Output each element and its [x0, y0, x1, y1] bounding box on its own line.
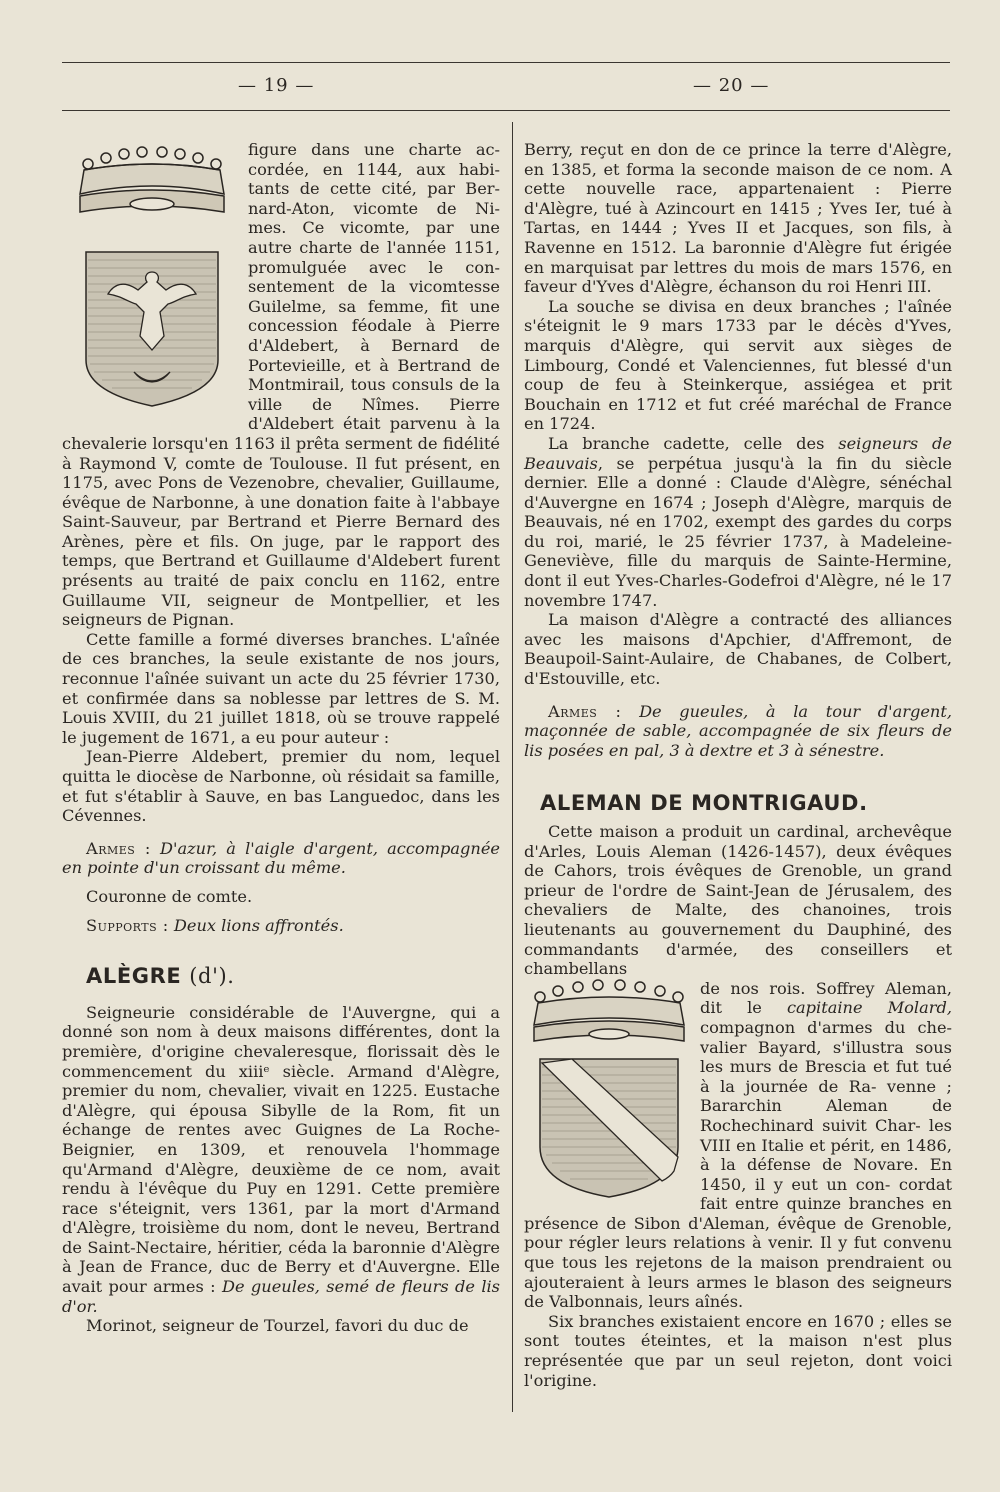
count-crown-eagle-shield-icon — [62, 140, 242, 412]
intro-continuation: d'Aldebert était parvenu à la chevalerie lorsqu'en 1163 il prêta serment de fidélité à Raymond V, comte de Toulouse. Il fut présent, en 1175, avec Pons de Vezenobre, chevalier, Guillaume, évêque de Narbonne, à une donation faite à l'abbaye Saint-Sauveur, par Bertrand et Pierre Bernard des Arènes, père et fils. On juge, par le rapport des temps, que Bertrand et Guillaume d'Aldebert furent présents au traité de paix conclu en 1162, entre Guillaume VII, seigneur de Montpellier, et les seigneurs de Pignan. — [62, 414, 500, 630]
intro-line: de Montmirail, tous consuls — [248, 355, 501, 395]
paragraph-aleman-1: Cette maison a produit un cardinal, archevêque d'Arles, Louis Aleman (1426-1457), deux évêques de Cahors, trois évêques de Grenoble, un grand prieur de l'ordre de Saint-Jean de Jérusalem, des chevaliers de Malte, des chanoines, trois lieutenants au gouvernement du Dauphiné, des commandants d'armée, des conseillers et chambellans — [524, 822, 952, 979]
supports-label: Supports : — [86, 915, 169, 935]
paragraph-berry: Berry, reçut en don de ce prince la terre d'Alègre, en 1385, et forma la seconde maison de ce nom. A cette nouvelle race, appartenaient : Pierre d'Alègre, tué à Azincourt en 1415 ; Yves Ier, tué à Tartas, en 1444 ; Yves II et Jacques, son fils, à Ravenne en 1512. La baronnie d'Alègre fut érigée en marquisat par lettres du mois de mars 1576, en faveur d'Yves d'Alègre, échanson du roi Henri III. — [524, 140, 952, 297]
wrap-line: cordat fait entre quinze — [700, 1174, 952, 1214]
wrap-line: de nos rois. Soffrey Aleman, — [700, 978, 952, 998]
wrap-line: En 1450, il y eut un con- — [700, 1155, 952, 1194]
armes-blazon: D'azur, à l'aigle d'argent, accompagnée en pointe d'un croissant du même. — [62, 838, 500, 878]
right-column — [524, 140, 952, 1390]
paragraph-alegre-2: Morinot, seigneur de Tourzel, favori du duc de — [86, 1316, 469, 1336]
page-number-right: — 20 — — [693, 75, 770, 96]
intro-line: mes. Ce vicomte, par une — [248, 218, 500, 238]
cadette-start: La branche cadette, celle des — [548, 433, 825, 453]
intro-line: tants de cette cité, par Ber- — [248, 179, 500, 199]
paragraph-famille: Cette famille a formé diverses branches. L'aînée de ces branches, la seule existante de nos jours, reconnue l'aînée suivant un acte du 25 février 1730, et confirmée dans sa noblesse par lettres de S. M. Louis XVIII, du 21 juillet 1818, où se trouve rappelé le jugement de 1671, a eu pour auteur : — [62, 629, 500, 747]
intro-line: d'Aldebert, à Bernard de — [248, 335, 500, 355]
paragraph-six-branches: Six branches existaient encore en 1670 ; elles se sont toutes éteintes, et la maison n'est plus représentée que par un seul rejeton, dont voici l'origine. — [524, 1311, 952, 1390]
armes-aldebert — [62, 839, 500, 878]
wrap-line: les VIII en Italie et périt, en — [700, 1115, 952, 1155]
paragraph-alegre-1 — [62, 1003, 500, 1317]
column-divider — [512, 122, 513, 1412]
cadette-em: seigneurs de Beauvais — [524, 433, 953, 473]
armes-label: Armes : — [86, 838, 151, 858]
wrap-line: dit le — [700, 998, 762, 1018]
alegre-first-arms: De gueules, semé de fleurs de lis d'or. — [62, 1277, 500, 1316]
supports-text: Deux lions affrontés. — [173, 915, 344, 935]
wrap-line: venne ; Bararchin Aleman — [700, 1076, 952, 1116]
intro-line: concession féodale à Pierre — [248, 316, 500, 336]
intro-line: sentement de la vicomtesse — [248, 277, 500, 297]
intro-line: Guilelme, sa femme, fit une — [248, 296, 500, 316]
supports-line — [62, 916, 500, 936]
intro-line: Portevieille, et à Bertrand — [248, 355, 472, 375]
alegre-text: Seigneurie considérable de l'Auvergne, qui a donné son nom à deux maisons différentes, dont la première, d'origine chevaleresque, florissait dès le commencement du xiiiᵉ siècle. Armand d'Alègre, premier du nom, chevalier, vivait en 1225. Eustache d'Alègre, qui épousa Sibylle de la Rom, fit un échange de rentes avec Guignes de La Roche-Beignier, en 1309, et renouvela l'hommage qu'Armand d'Alègre, deuxième de ce nom, avait rendu à l'évêque du Puy en 1291. Cette première race s'éteignit, vers 1361, par la mort d'Armand d'Alègre, troisième du nom, dont le neveu, Bertrand de Saint-Nectaire, héritier, céda la baronnie d'Alègre à Jean de France, duc de Berry et d'Auvergne. Elle avait pour armes : — [62, 1002, 500, 1297]
section-heading-alegre — [86, 964, 500, 989]
armes-label: Armes : — [548, 701, 622, 721]
intro-line: de la ville de Nîmes. Pierre — [248, 375, 500, 414]
wrap-line: branches en présence de — [524, 1194, 952, 1233]
intro-line: nard-Aton, vicomte de Ni- — [248, 198, 500, 218]
aldebert-coat-of-arms — [62, 140, 242, 412]
section-heading-aleman: ALEMAN DE MONTRIGAUD. — [540, 791, 868, 816]
wrap-line: 1486, à la défense de Novare. — [700, 1135, 952, 1175]
wrap-line: tué à la journée de Ra- — [700, 1057, 952, 1096]
intro-line: autre charte de l'année 1151, — [248, 237, 500, 257]
wrap-continuation: Sibon d'Aleman, évêque de Grenoble, pour régler leurs relations à venir. Il y fut convenu que tous les rejetons de la maison prendraient ou ajouteraient à leurs armes le blason des seigneurs de Valbonnais, leurs aînés. — [524, 1213, 952, 1312]
alegre-title-suffix: (d'). — [189, 964, 235, 989]
paragraph-jean-pierre: Jean-Pierre Aldebert, premier du nom, lequel quitta le diocèse de Narbonne, où résidait sa famille, et fut s'établir à Sauve, en bas Languedoc, dans les Cévennes. — [62, 747, 500, 826]
wrap-line: de Rochechinard suivit Char- — [700, 1096, 952, 1135]
paragraph-branche-cadette — [524, 434, 952, 610]
top-rule — [62, 62, 950, 63]
intro-line: promulguée avec le con- — [248, 257, 500, 277]
wrap-line-em: capitaine Molard, — [786, 998, 952, 1018]
count-crown-bend-shield-icon — [524, 979, 694, 1201]
paragraph-souche: La souche se divisa en deux branches ; l'aînée s'éteignit le 9 mars 1733 par le décès d'Yves, marquis d'Alègre, qui servit aux sièges de Limbourg, Condé et Valenciennes, fut blessé d'un coup de feu à Steinkerque, assiégea et prit Bouchain en 1712 et fut créé maréchal de France en 1724. — [524, 296, 952, 434]
aleman-coat-of-arms — [524, 979, 694, 1201]
wrap-line: les murs de Brescia et fut — [700, 1057, 919, 1077]
cadette-rest: , se perpétua jusqu'à la fin du siècle dernier. Elle a donné : Claude d'Alègre, sénéchal d'Auvergne en 1674 ; Joseph d'Alègre, marquis de Beauvais, né en 1702, exempt des gardes du corps du roi, marié, le 25 février 1737, à Madeleine-Geneviève, fille du marquis de Sainte-Hermine, dont il eut Yves-Charles-Godefroi d'Alègre, né le 17 novembre 1747. — [524, 453, 952, 610]
header-rule — [62, 110, 950, 111]
alegre-title: ALÈGRE — [86, 964, 182, 989]
armes-blazon: De gueules, à la tour d'argent, maçonnée de sable, accompagnée de six fleurs de lis posées en pal, 3 à dextre et 3 à sénestre. — [524, 701, 952, 760]
armes-alegre — [524, 702, 952, 761]
intro-line: cordée, en 1144, aux habi- — [248, 159, 500, 179]
intro-line: figure dans une charte ac- — [248, 140, 500, 159]
page-number-left: — 19 — — [238, 75, 315, 96]
couronne-line: Couronne de comte. — [86, 886, 253, 906]
wrap-line: valier Bayard, s'illustra sous — [700, 1037, 952, 1057]
left-column — [62, 140, 500, 1336]
paragraph-alliances: La maison d'Alègre a contracté des alliances avec les maisons d'Apchier, d'Affremont, de Beaupoil-Saint-Aulaire, de Chabanes, de Colbert, d'Estouville, etc. — [524, 610, 952, 689]
wrap-line: compagnon d'armes du che- — [700, 1017, 952, 1037]
